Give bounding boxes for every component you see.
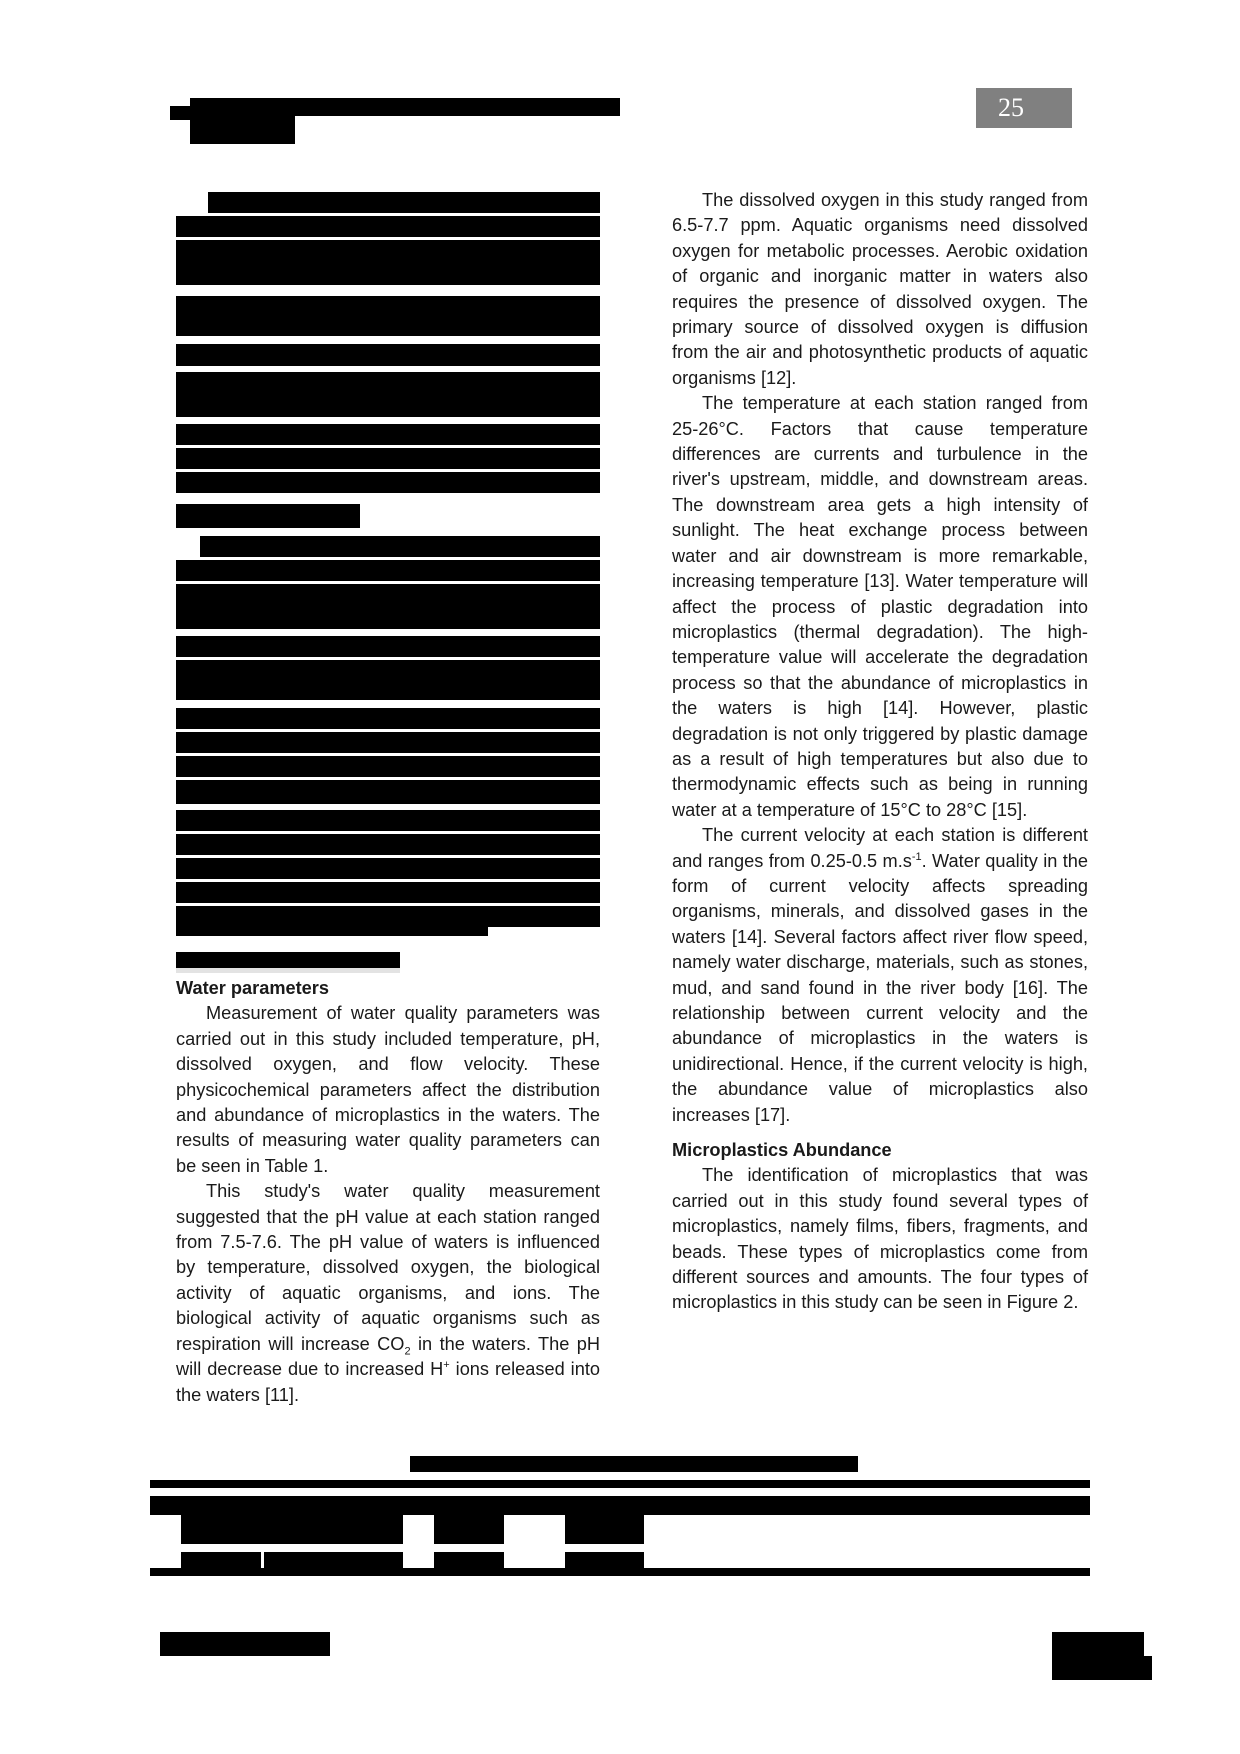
left-column-text — [176, 976, 600, 1408]
paragraph: This study's water quality measurement suggested that the pH value at each station ranged from 7.5-7.6. The pH value of waters is influenced by temperature, dissolved oxygen, the biological activity of aquatic organisms, and ions. The biological activity of aquatic organisms such as respiration will increase $CO_2$ in the waters. The pH will decrease due to increased H+ ions released into the waters [11]. — [176, 1181, 601, 1405]
journal-title-redacted-line-2 — [190, 116, 295, 144]
page-number: 25 — [976, 88, 1072, 128]
paragraph: The current velocity at each station is different and ranges from 0.25-0.5 $m.s^{-1}$. Water quality in the form of current velocity affects spreading organisms, minerals, and dissolved gases in the waters [14]. Several factors affect river flow speed, namely water discharge, materials, such as stones, mud, and sand found in the river body [16]. The relationship between current velocity and the abundance of microplastics in the waters is unidirectional. Hence, if the current velocity is high, the abundance value of microplastics also increases [17]. — [672, 825, 1088, 1125]
paragraph: Measurement of water quality parameters was carried out in this study included temperature, pH, dissolved oxygen, and flow velocity. These physicochemical parameters affect the distribution and abundance of microplastics in the waters. The results of measuring water quality parameters can be seen in Table 1. — [176, 1003, 600, 1176]
figure-caption-redacted — [176, 952, 400, 968]
right-column-text — [672, 188, 1088, 1316]
paragraph: The temperature at each station ranged from 25-26°C. Factors that cause temperature differences are currents and turbulence in the river's upstream, middle, and downstream areas. The downstream area gets a high intensity of sunlight. The heat exchange process between water and air downstream is more remarkable, increasing temperature [13]. Water temperature will affect the process of plastic degradation into microplastics (thermal degradation). The high-temperature value will accelerate the degradation process so that the abundance of microplastics in the waters is high [14]. However, plastic degradation is not only triggered by plastic damage as a result of high temperatures but also due to thermodynamic effects such as being in running water at a temperature of 15°C to 28°C [15]. — [672, 393, 1088, 820]
table-caption-redacted — [410, 1456, 858, 1472]
paragraph: The identification of microplastics that was carried out in this study found several types of microplastics, namely films, fibers, fragments, and beads. These types of microplastics come from different sources and amounts. The four types of microplastics in this study can be seen in Figure 2. — [672, 1165, 1088, 1313]
section-heading-microplastics-abundance: Microplastics Abundance — [672, 1140, 892, 1161]
journal-title-redacted — [190, 98, 620, 116]
footer-citation-redacted — [160, 1632, 330, 1656]
section-heading-water-parameters: Water parameters — [176, 978, 329, 998]
paragraph: The dissolved oxygen in this study ranged from 6.5-7.7 ppm. Aquatic organisms need dissolved oxygen for metabolic processes. Aerobic oxidation of organic and inorganic matter in waters also requires the presence of dissolved oxygen. The primary source of dissolved oxygen is diffusion from the air and photosynthetic products of aquatic organisms [12]. — [672, 190, 1088, 388]
figure-caption-residue — [176, 968, 400, 973]
